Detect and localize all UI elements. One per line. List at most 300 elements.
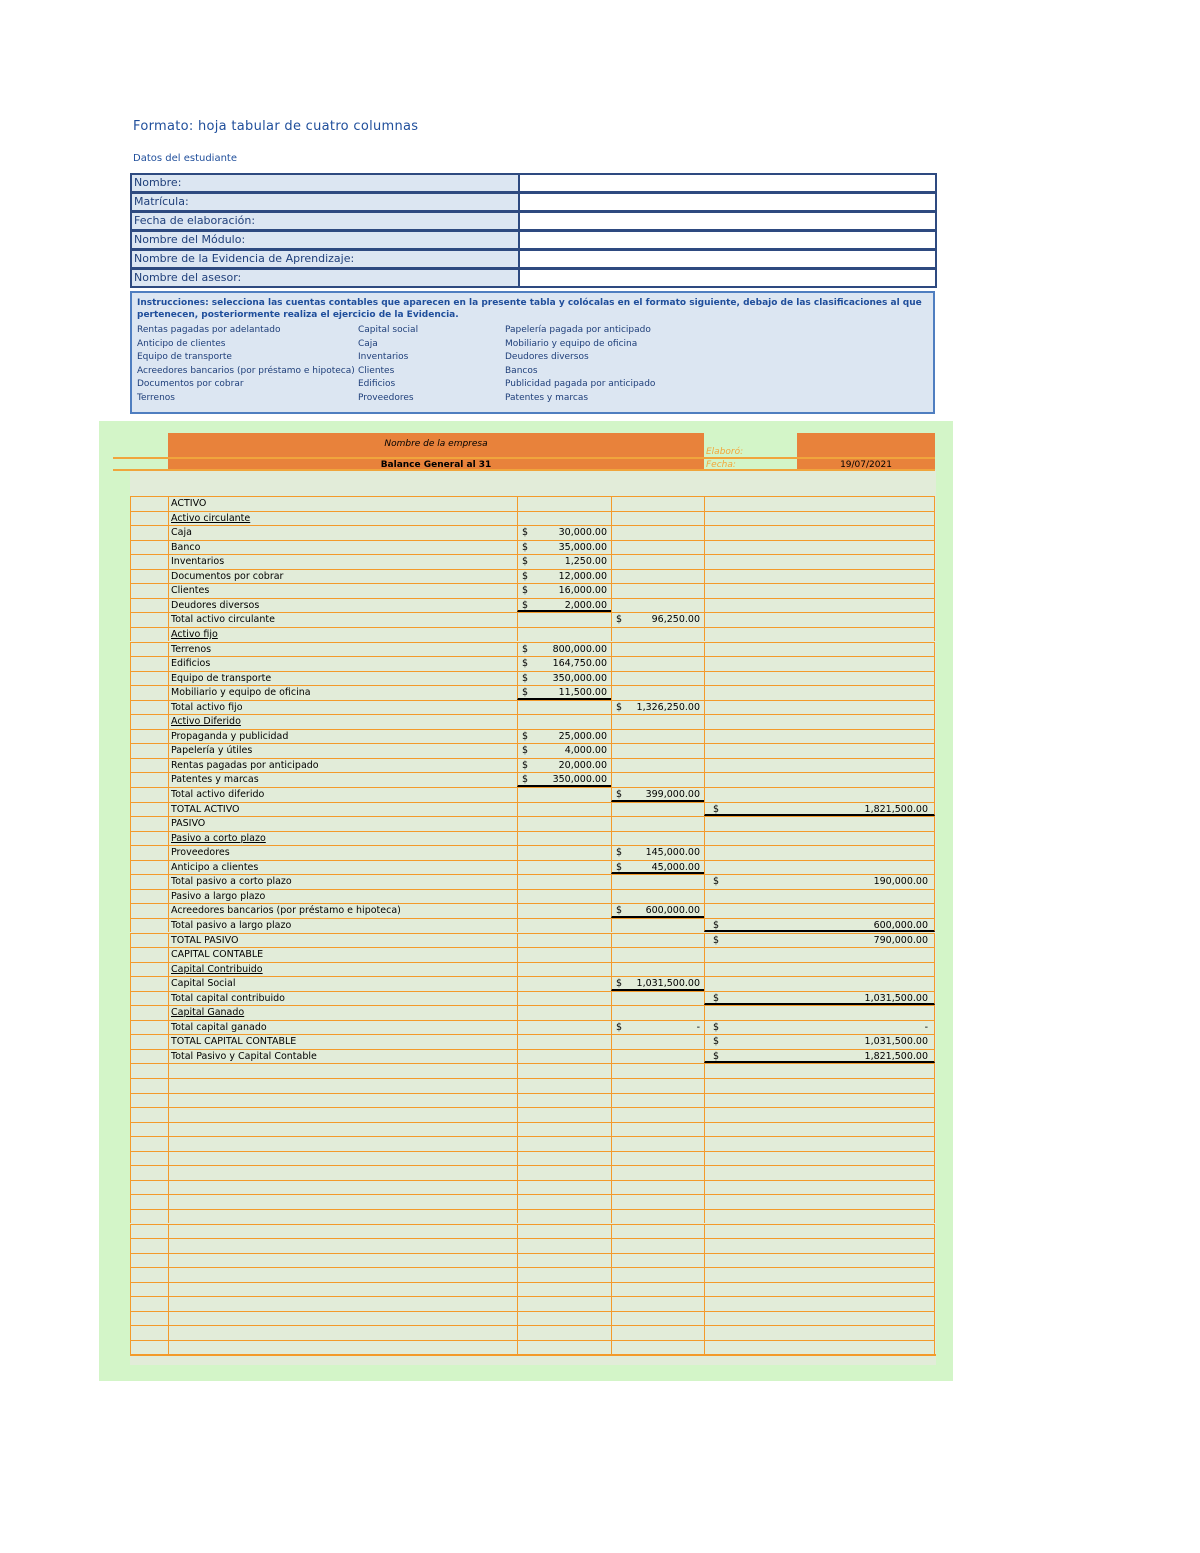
subtotal-amount-cell[interactable] xyxy=(611,1034,704,1049)
total-amount-cell[interactable] xyxy=(704,656,935,671)
total-amount-cell[interactable] xyxy=(704,1238,935,1253)
row-index-cell[interactable] xyxy=(130,1224,168,1239)
total-amount-cell[interactable] xyxy=(704,1049,935,1064)
subtotal-amount-cell[interactable] xyxy=(611,772,704,787)
row-index-cell[interactable] xyxy=(130,598,168,613)
account-name-cell[interactable] xyxy=(168,947,517,962)
account-name-cell[interactable] xyxy=(168,1136,517,1151)
detail-amount-cell[interactable] xyxy=(517,656,611,671)
total-amount-cell[interactable] xyxy=(704,1093,935,1108)
account-name-cell[interactable] xyxy=(168,802,517,817)
subtotal-amount-cell[interactable] xyxy=(611,583,704,598)
account-name-cell[interactable] xyxy=(168,1078,517,1093)
total-amount-cell[interactable] xyxy=(704,743,935,758)
row-index-cell[interactable] xyxy=(130,918,168,933)
detail-amount-cell[interactable] xyxy=(517,1063,611,1078)
account-name-cell[interactable] xyxy=(168,1311,517,1326)
subtotal-amount-cell[interactable] xyxy=(611,729,704,744)
row-index-cell[interactable] xyxy=(130,1194,168,1209)
row-index-cell[interactable] xyxy=(130,1296,168,1311)
total-amount-cell[interactable] xyxy=(704,1282,935,1297)
account-name-cell[interactable] xyxy=(168,729,517,744)
row-index-cell[interactable] xyxy=(130,874,168,889)
account-name-cell[interactable] xyxy=(168,991,517,1006)
detail-amount-cell[interactable] xyxy=(517,889,611,904)
total-amount-cell[interactable] xyxy=(704,729,935,744)
subtotal-amount-cell[interactable] xyxy=(611,1267,704,1282)
account-name-cell[interactable] xyxy=(168,583,517,598)
total-amount-cell[interactable] xyxy=(704,802,935,817)
account-name-cell[interactable] xyxy=(168,1325,517,1340)
subtotal-amount-cell[interactable] xyxy=(611,758,704,773)
detail-amount-cell[interactable] xyxy=(517,1034,611,1049)
row-index-cell[interactable] xyxy=(130,569,168,584)
detail-amount-cell[interactable] xyxy=(517,1005,611,1020)
detail-amount-cell[interactable] xyxy=(517,1238,611,1253)
account-name-cell[interactable] xyxy=(168,976,517,991)
row-index-cell[interactable] xyxy=(130,1078,168,1093)
subtotal-amount-cell[interactable] xyxy=(611,1165,704,1180)
account-name-cell[interactable] xyxy=(168,627,517,642)
subtotal-amount-cell[interactable] xyxy=(611,1136,704,1151)
account-name-cell[interactable] xyxy=(168,685,517,700)
total-amount-cell[interactable] xyxy=(704,1078,935,1093)
account-name-cell[interactable] xyxy=(168,598,517,613)
account-name-cell[interactable] xyxy=(168,569,517,584)
account-name-cell[interactable] xyxy=(168,1107,517,1122)
row-index-cell[interactable] xyxy=(130,1267,168,1282)
detail-amount-cell[interactable] xyxy=(517,1194,611,1209)
row-index-cell[interactable] xyxy=(130,991,168,1006)
matricula-field[interactable] xyxy=(518,192,937,212)
subtotal-amount-cell[interactable] xyxy=(611,1325,704,1340)
detail-amount-cell[interactable] xyxy=(517,1296,611,1311)
detail-amount-cell[interactable] xyxy=(517,947,611,962)
account-name-cell[interactable] xyxy=(168,1165,517,1180)
subtotal-amount-cell[interactable] xyxy=(611,1063,704,1078)
detail-amount-cell[interactable] xyxy=(517,1020,611,1035)
row-index-cell[interactable] xyxy=(130,685,168,700)
row-index-cell[interactable] xyxy=(130,511,168,526)
subtotal-amount-cell[interactable] xyxy=(611,511,704,526)
detail-amount-cell[interactable] xyxy=(517,540,611,555)
subtotal-amount-cell[interactable] xyxy=(611,569,704,584)
row-index-cell[interactable] xyxy=(130,1049,168,1064)
account-name-cell[interactable] xyxy=(168,918,517,933)
account-name-cell[interactable] xyxy=(168,1049,517,1064)
detail-amount-cell[interactable] xyxy=(517,802,611,817)
row-index-cell[interactable] xyxy=(130,1340,168,1355)
total-amount-cell[interactable] xyxy=(704,540,935,555)
detail-amount-cell[interactable] xyxy=(517,1340,611,1355)
subtotal-amount-cell[interactable] xyxy=(611,540,704,555)
detail-amount-cell[interactable] xyxy=(517,933,611,948)
total-amount-cell[interactable] xyxy=(704,1005,935,1020)
subtotal-amount-cell[interactable] xyxy=(611,1180,704,1195)
detail-amount-cell[interactable] xyxy=(517,1049,611,1064)
account-name-cell[interactable] xyxy=(168,1180,517,1195)
row-index-cell[interactable] xyxy=(130,671,168,686)
subtotal-amount-cell[interactable] xyxy=(611,918,704,933)
row-index-cell[interactable] xyxy=(130,612,168,627)
total-amount-cell[interactable] xyxy=(704,1063,935,1078)
row-index-cell[interactable] xyxy=(130,1151,168,1166)
account-name-cell[interactable] xyxy=(168,1253,517,1268)
row-index-cell[interactable] xyxy=(130,903,168,918)
row-index-cell[interactable] xyxy=(130,743,168,758)
row-index-cell[interactable] xyxy=(130,947,168,962)
detail-amount-cell[interactable] xyxy=(517,685,611,700)
total-amount-cell[interactable] xyxy=(704,1136,935,1151)
detail-amount-cell[interactable] xyxy=(517,1136,611,1151)
account-name-cell[interactable] xyxy=(168,612,517,627)
detail-amount-cell[interactable] xyxy=(517,1151,611,1166)
account-name-cell[interactable] xyxy=(168,962,517,977)
row-index-cell[interactable] xyxy=(130,1005,168,1020)
account-name-cell[interactable] xyxy=(168,1209,517,1224)
row-index-cell[interactable] xyxy=(130,656,168,671)
subtotal-amount-cell[interactable] xyxy=(611,700,704,715)
subtotal-amount-cell[interactable] xyxy=(611,1340,704,1355)
detail-amount-cell[interactable] xyxy=(517,1224,611,1239)
row-index-cell[interactable] xyxy=(130,1122,168,1137)
account-name-cell[interactable] xyxy=(168,860,517,875)
total-amount-cell[interactable] xyxy=(704,583,935,598)
account-name-cell[interactable] xyxy=(168,1340,517,1355)
subtotal-amount-cell[interactable] xyxy=(611,816,704,831)
total-amount-cell[interactable] xyxy=(704,1122,935,1137)
row-index-cell[interactable] xyxy=(130,1209,168,1224)
total-amount-cell[interactable] xyxy=(704,860,935,875)
subtotal-amount-cell[interactable] xyxy=(611,656,704,671)
account-name-cell[interactable] xyxy=(168,525,517,540)
total-amount-cell[interactable] xyxy=(704,1194,935,1209)
subtotal-amount-cell[interactable] xyxy=(611,1311,704,1326)
subtotal-amount-cell[interactable] xyxy=(611,991,704,1006)
total-amount-cell[interactable] xyxy=(704,831,935,846)
total-amount-cell[interactable] xyxy=(704,918,935,933)
row-index-cell[interactable] xyxy=(130,976,168,991)
row-index-cell[interactable] xyxy=(130,627,168,642)
total-amount-cell[interactable] xyxy=(704,642,935,657)
total-amount-cell[interactable] xyxy=(704,627,935,642)
detail-amount-cell[interactable] xyxy=(517,816,611,831)
detail-amount-cell[interactable] xyxy=(517,1165,611,1180)
row-index-cell[interactable] xyxy=(130,1020,168,1035)
total-amount-cell[interactable] xyxy=(704,1034,935,1049)
detail-amount-cell[interactable] xyxy=(517,569,611,584)
account-name-cell[interactable] xyxy=(168,933,517,948)
subtotal-amount-cell[interactable] xyxy=(611,1209,704,1224)
detail-amount-cell[interactable] xyxy=(517,962,611,977)
account-name-cell[interactable] xyxy=(168,496,517,511)
subtotal-amount-cell[interactable] xyxy=(611,1296,704,1311)
subtotal-amount-cell[interactable] xyxy=(611,845,704,860)
row-index-cell[interactable] xyxy=(130,1063,168,1078)
account-name-cell[interactable] xyxy=(168,642,517,657)
subtotal-amount-cell[interactable] xyxy=(611,903,704,918)
subtotal-amount-cell[interactable] xyxy=(611,1224,704,1239)
row-index-cell[interactable] xyxy=(130,845,168,860)
account-name-cell[interactable] xyxy=(168,1296,517,1311)
detail-amount-cell[interactable] xyxy=(517,1107,611,1122)
detail-amount-cell[interactable] xyxy=(517,714,611,729)
detail-amount-cell[interactable] xyxy=(517,874,611,889)
detail-amount-cell[interactable] xyxy=(517,1311,611,1326)
row-index-cell[interactable] xyxy=(130,758,168,773)
subtotal-amount-cell[interactable] xyxy=(611,1194,704,1209)
row-index-cell[interactable] xyxy=(130,1093,168,1108)
total-amount-cell[interactable] xyxy=(704,1311,935,1326)
total-amount-cell[interactable] xyxy=(704,700,935,715)
account-name-cell[interactable] xyxy=(168,1020,517,1035)
detail-amount-cell[interactable] xyxy=(517,918,611,933)
subtotal-amount-cell[interactable] xyxy=(611,831,704,846)
detail-amount-cell[interactable] xyxy=(517,511,611,526)
account-name-cell[interactable] xyxy=(168,903,517,918)
total-amount-cell[interactable] xyxy=(704,933,935,948)
row-index-cell[interactable] xyxy=(130,962,168,977)
subtotal-amount-cell[interactable] xyxy=(611,1049,704,1064)
row-index-cell[interactable] xyxy=(130,1325,168,1340)
detail-amount-cell[interactable] xyxy=(517,758,611,773)
elaboro-value-cell[interactable] xyxy=(797,433,935,458)
account-name-cell[interactable] xyxy=(168,1122,517,1137)
subtotal-amount-cell[interactable] xyxy=(611,714,704,729)
total-amount-cell[interactable] xyxy=(704,1151,935,1166)
detail-amount-cell[interactable] xyxy=(517,1325,611,1340)
row-index-cell[interactable] xyxy=(130,700,168,715)
detail-amount-cell[interactable] xyxy=(517,860,611,875)
detail-amount-cell[interactable] xyxy=(517,1209,611,1224)
detail-amount-cell[interactable] xyxy=(517,831,611,846)
row-index-cell[interactable] xyxy=(130,1180,168,1195)
total-amount-cell[interactable] xyxy=(704,1325,935,1340)
subtotal-amount-cell[interactable] xyxy=(611,1078,704,1093)
total-amount-cell[interactable] xyxy=(704,991,935,1006)
account-name-cell[interactable] xyxy=(168,1282,517,1297)
account-name-cell[interactable] xyxy=(168,772,517,787)
name-field[interactable] xyxy=(518,173,937,193)
row-index-cell[interactable] xyxy=(130,583,168,598)
row-index-cell[interactable] xyxy=(130,889,168,904)
total-amount-cell[interactable] xyxy=(704,889,935,904)
detail-amount-cell[interactable] xyxy=(517,1122,611,1137)
date-field[interactable] xyxy=(518,211,937,231)
account-name-cell[interactable] xyxy=(168,845,517,860)
total-amount-cell[interactable] xyxy=(704,714,935,729)
total-amount-cell[interactable] xyxy=(704,511,935,526)
total-amount-cell[interactable] xyxy=(704,1253,935,1268)
subtotal-amount-cell[interactable] xyxy=(611,1238,704,1253)
row-index-cell[interactable] xyxy=(130,1253,168,1268)
account-name-cell[interactable] xyxy=(168,1267,517,1282)
row-index-cell[interactable] xyxy=(130,1282,168,1297)
subtotal-amount-cell[interactable] xyxy=(611,976,704,991)
account-name-cell[interactable] xyxy=(168,511,517,526)
total-amount-cell[interactable] xyxy=(704,845,935,860)
detail-amount-cell[interactable] xyxy=(517,903,611,918)
subtotal-amount-cell[interactable] xyxy=(611,1282,704,1297)
subtotal-amount-cell[interactable] xyxy=(611,642,704,657)
subtotal-amount-cell[interactable] xyxy=(611,612,704,627)
row-index-cell[interactable] xyxy=(130,729,168,744)
subtotal-amount-cell[interactable] xyxy=(611,685,704,700)
detail-amount-cell[interactable] xyxy=(517,583,611,598)
subtotal-amount-cell[interactable] xyxy=(611,1005,704,1020)
account-name-cell[interactable] xyxy=(168,1005,517,1020)
row-index-cell[interactable] xyxy=(130,554,168,569)
account-name-cell[interactable] xyxy=(168,1034,517,1049)
account-name-cell[interactable] xyxy=(168,787,517,802)
subtotal-amount-cell[interactable] xyxy=(611,525,704,540)
detail-amount-cell[interactable] xyxy=(517,496,611,511)
total-amount-cell[interactable] xyxy=(704,1296,935,1311)
detail-amount-cell[interactable] xyxy=(517,729,611,744)
account-name-cell[interactable] xyxy=(168,656,517,671)
row-index-cell[interactable] xyxy=(130,525,168,540)
subtotal-amount-cell[interactable] xyxy=(611,962,704,977)
row-index-cell[interactable] xyxy=(130,540,168,555)
row-index-cell[interactable] xyxy=(130,816,168,831)
detail-amount-cell[interactable] xyxy=(517,700,611,715)
account-name-cell[interactable] xyxy=(168,540,517,555)
account-name-cell[interactable] xyxy=(168,1151,517,1166)
total-amount-cell[interactable] xyxy=(704,772,935,787)
total-amount-cell[interactable] xyxy=(704,1224,935,1239)
total-amount-cell[interactable] xyxy=(704,1209,935,1224)
detail-amount-cell[interactable] xyxy=(517,525,611,540)
subtotal-amount-cell[interactable] xyxy=(611,874,704,889)
account-name-cell[interactable] xyxy=(168,874,517,889)
evidence-field[interactable] xyxy=(518,249,937,269)
total-amount-cell[interactable] xyxy=(704,1267,935,1282)
row-index-cell[interactable] xyxy=(130,1034,168,1049)
subtotal-amount-cell[interactable] xyxy=(611,554,704,569)
subtotal-amount-cell[interactable] xyxy=(611,787,704,802)
account-name-cell[interactable] xyxy=(168,1063,517,1078)
detail-amount-cell[interactable] xyxy=(517,627,611,642)
account-name-cell[interactable] xyxy=(168,671,517,686)
row-index-cell[interactable] xyxy=(130,831,168,846)
subtotal-amount-cell[interactable] xyxy=(611,1253,704,1268)
subtotal-amount-cell[interactable] xyxy=(611,860,704,875)
detail-amount-cell[interactable] xyxy=(517,642,611,657)
row-index-cell[interactable] xyxy=(130,1238,168,1253)
subtotal-amount-cell[interactable] xyxy=(611,627,704,642)
account-name-cell[interactable] xyxy=(168,554,517,569)
account-name-cell[interactable] xyxy=(168,714,517,729)
row-index-cell[interactable] xyxy=(130,772,168,787)
detail-amount-cell[interactable] xyxy=(517,845,611,860)
subtotal-amount-cell[interactable] xyxy=(611,671,704,686)
detail-amount-cell[interactable] xyxy=(517,1253,611,1268)
total-amount-cell[interactable] xyxy=(704,758,935,773)
account-name-cell[interactable] xyxy=(168,889,517,904)
subtotal-amount-cell[interactable] xyxy=(611,598,704,613)
detail-amount-cell[interactable] xyxy=(517,743,611,758)
subtotal-amount-cell[interactable] xyxy=(611,1093,704,1108)
total-amount-cell[interactable] xyxy=(704,598,935,613)
detail-amount-cell[interactable] xyxy=(517,1282,611,1297)
row-index-cell[interactable] xyxy=(130,1136,168,1151)
total-amount-cell[interactable] xyxy=(704,671,935,686)
total-amount-cell[interactable] xyxy=(704,962,935,977)
total-amount-cell[interactable] xyxy=(704,947,935,962)
total-amount-cell[interactable] xyxy=(704,1165,935,1180)
subtotal-amount-cell[interactable] xyxy=(611,496,704,511)
subtotal-amount-cell[interactable] xyxy=(611,1020,704,1035)
total-amount-cell[interactable] xyxy=(704,1340,935,1355)
row-index-cell[interactable] xyxy=(130,1311,168,1326)
detail-amount-cell[interactable] xyxy=(517,991,611,1006)
account-name-cell[interactable] xyxy=(168,1238,517,1253)
account-name-cell[interactable] xyxy=(168,1093,517,1108)
account-name-cell[interactable] xyxy=(168,1224,517,1239)
total-amount-cell[interactable] xyxy=(704,787,935,802)
row-index-cell[interactable] xyxy=(130,1107,168,1122)
subtotal-amount-cell[interactable] xyxy=(611,1122,704,1137)
total-amount-cell[interactable] xyxy=(704,816,935,831)
account-name-cell[interactable] xyxy=(168,831,517,846)
total-amount-cell[interactable] xyxy=(704,612,935,627)
total-amount-cell[interactable] xyxy=(704,1180,935,1195)
total-amount-cell[interactable] xyxy=(704,525,935,540)
detail-amount-cell[interactable] xyxy=(517,598,611,613)
row-index-cell[interactable] xyxy=(130,802,168,817)
subtotal-amount-cell[interactable] xyxy=(611,1107,704,1122)
subtotal-amount-cell[interactable] xyxy=(611,743,704,758)
detail-amount-cell[interactable] xyxy=(517,612,611,627)
account-name-cell[interactable] xyxy=(168,758,517,773)
row-index-cell[interactable] xyxy=(130,1165,168,1180)
account-name-cell[interactable] xyxy=(168,816,517,831)
subtotal-amount-cell[interactable] xyxy=(611,889,704,904)
subtotal-amount-cell[interactable] xyxy=(611,802,704,817)
total-amount-cell[interactable] xyxy=(704,1020,935,1035)
total-amount-cell[interactable] xyxy=(704,496,935,511)
detail-amount-cell[interactable] xyxy=(517,1180,611,1195)
module-field[interactable] xyxy=(518,230,937,250)
total-amount-cell[interactable] xyxy=(704,569,935,584)
total-amount-cell[interactable] xyxy=(704,685,935,700)
detail-amount-cell[interactable] xyxy=(517,1267,611,1282)
detail-amount-cell[interactable] xyxy=(517,787,611,802)
account-name-cell[interactable] xyxy=(168,743,517,758)
total-amount-cell[interactable] xyxy=(704,976,935,991)
account-name-cell[interactable] xyxy=(168,700,517,715)
row-index-cell[interactable] xyxy=(130,642,168,657)
detail-amount-cell[interactable] xyxy=(517,976,611,991)
total-amount-cell[interactable] xyxy=(704,903,935,918)
total-amount-cell[interactable] xyxy=(704,1107,935,1122)
advisor-field[interactable] xyxy=(518,268,937,288)
row-index-cell[interactable] xyxy=(130,860,168,875)
subtotal-amount-cell[interactable] xyxy=(611,947,704,962)
detail-amount-cell[interactable] xyxy=(517,1093,611,1108)
subtotal-amount-cell[interactable] xyxy=(611,1151,704,1166)
row-index-cell[interactable] xyxy=(130,496,168,511)
total-amount-cell[interactable] xyxy=(704,554,935,569)
detail-amount-cell[interactable] xyxy=(517,772,611,787)
detail-amount-cell[interactable] xyxy=(517,554,611,569)
total-amount-cell[interactable] xyxy=(704,874,935,889)
row-index-cell[interactable] xyxy=(130,714,168,729)
detail-amount-cell[interactable] xyxy=(517,1078,611,1093)
detail-amount-cell[interactable] xyxy=(517,671,611,686)
subtotal-amount-cell[interactable] xyxy=(611,933,704,948)
account-name-cell[interactable] xyxy=(168,1194,517,1209)
